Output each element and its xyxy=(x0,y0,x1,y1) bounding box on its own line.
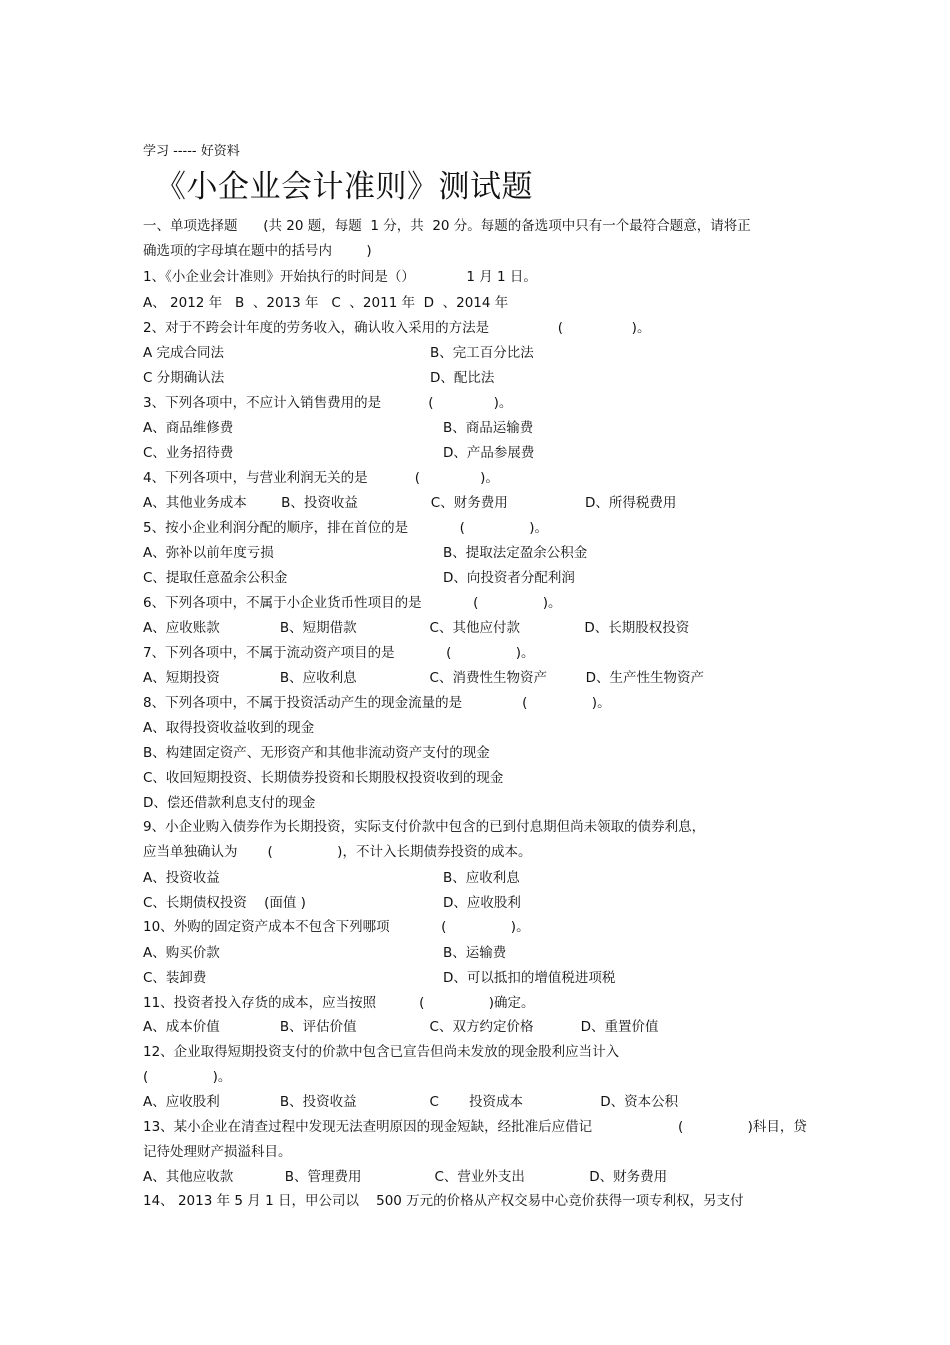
text-line: A、商品维修费 xyxy=(143,420,234,436)
text-line: 8、下列各项中，不属于投资活动产生的现金流量的是 ( )。 xyxy=(143,695,611,711)
text-line: B、应收利息 xyxy=(443,870,520,886)
text-line: A、弥补以前年度亏损 xyxy=(143,545,274,561)
text-line: B、商品运输费 xyxy=(443,420,534,436)
text-line: B、运输费 xyxy=(443,945,507,961)
text-line: C、业务招待费 xyxy=(143,445,234,461)
text-line: 6、下列各项中，不属于小企业货币性项目的是 ( )。 xyxy=(143,595,562,611)
text-line: ( )。 xyxy=(143,1069,232,1085)
text-line: 3、下列各项中，不应计入销售费用的是 ( )。 xyxy=(143,395,513,411)
text-line: A、应收股利 B、投资收益 C 投资成本 D、资本公积 xyxy=(143,1094,679,1110)
text-line: A、 2012 年 B 、2013 年 C 、2011 年 D 、2014 年 xyxy=(143,295,509,311)
text-line: 10、外购的固定资产成本不包含下列哪项 ( )。 xyxy=(143,919,530,935)
text-line: A、取得投资收益收到的现金 xyxy=(143,720,315,736)
text-line: A、短期投资 B、应收利息 C、消费性生物资产 D、生产性生物资产 xyxy=(143,670,704,686)
text-line: B、构建固定资产、无形资产和其他非流动资产支付的现金 xyxy=(143,745,490,761)
text-line: D、配比法 xyxy=(430,370,495,386)
text-line: 5、按小企业利润分配的顺序，排在首位的是 ( )。 xyxy=(143,520,548,536)
text-line: 13、某小企业在清查过程中发现无法查明原因的现金短缺，经批准后应借记 ( )科目，贷 xyxy=(143,1119,807,1135)
text-line: 12、企业取得短期投资支付的价款中包含已宣告但尚未发放的现金股利应当计入 xyxy=(143,1044,620,1060)
text-line: A、应收账款 B、短期借款 C、其他应付款 D、长期股权投资 xyxy=(143,620,690,636)
text-line: C 分期确认法 xyxy=(143,370,225,386)
text-line: D、偿还借款利息支付的现金 xyxy=(143,795,316,811)
text-line: C、长期债权投资 (面值 ) xyxy=(143,895,306,911)
text-line: 1、《小企业会计准则》开始执行的时间是（） 1 月 1 日。 xyxy=(143,269,537,285)
text-line: 14、 2013 年 5 月 1 日，甲公司以 500 万元的价格从产权交易中心竞价获得一项专利权，另支付 xyxy=(143,1193,744,1209)
page-header-label: 学习 ----- 好资料 xyxy=(143,144,240,159)
document-title: 《小企业会计准则》测试题 xyxy=(155,169,533,205)
text-line: C、装卸费 xyxy=(143,970,207,986)
text-line: D、应收股利 xyxy=(443,895,521,911)
text-line: 7、下列各项中，不属于流动资产项目的是 ( )。 xyxy=(143,645,535,661)
text-line: 2、对于不跨会计年度的劳务收入，确认收入采用的方法是 ( )。 xyxy=(143,320,651,336)
text-line: A 完成合同法 xyxy=(143,345,225,361)
text-line: D、可以抵扣的增值税进项税 xyxy=(443,970,616,986)
text-line: D、产品参展费 xyxy=(443,445,535,461)
text-line: A、成本价值 B、评估价值 C、双方约定价格 D、重置价值 xyxy=(143,1019,659,1035)
text-line: C、提取任意盈余公积金 xyxy=(143,570,288,586)
text-line: D、向投资者分配利润 xyxy=(443,570,575,586)
text-line: A、购买价款 xyxy=(143,945,220,961)
text-line: A、其他业务成本 B、投资收益 C、财务费用 D、所得税费用 xyxy=(143,495,677,511)
text-line: A、投资收益 xyxy=(143,870,220,886)
text-line: 应当单独确认为 ( )，不计入长期债券投资的成本。 xyxy=(143,844,532,860)
text-line: 4、下列各项中，与营业利润无关的是 ( )。 xyxy=(143,470,499,486)
text-line: B、提取法定盈余公积金 xyxy=(443,545,588,561)
text-line: 确选项的字母填在题中的括号内 ) xyxy=(143,243,372,259)
text-line: 11、投资者投入存货的成本，应当按照 ( )确定。 xyxy=(143,995,535,1011)
text-line: C、收回短期投资、长期债券投资和长期股权投资收到的现金 xyxy=(143,770,504,786)
text-line: 一、单项选择题 (共 20 题，每题 1 分，共 20 分。每题的备选项中只有一个最符合题意，请将正 xyxy=(143,218,751,234)
text-line: B、完工百分比法 xyxy=(430,345,534,361)
text-line: A、其他应收款 B、管理费用 C、营业外支出 D、财务费用 xyxy=(143,1169,668,1185)
text-line: 记待处理财产损溢科目。 xyxy=(143,1144,292,1160)
text-line: 9、小企业购入债券作为长期投资，实际支付价款中包含的已到付息期但尚未领取的债券利息， xyxy=(143,819,706,835)
